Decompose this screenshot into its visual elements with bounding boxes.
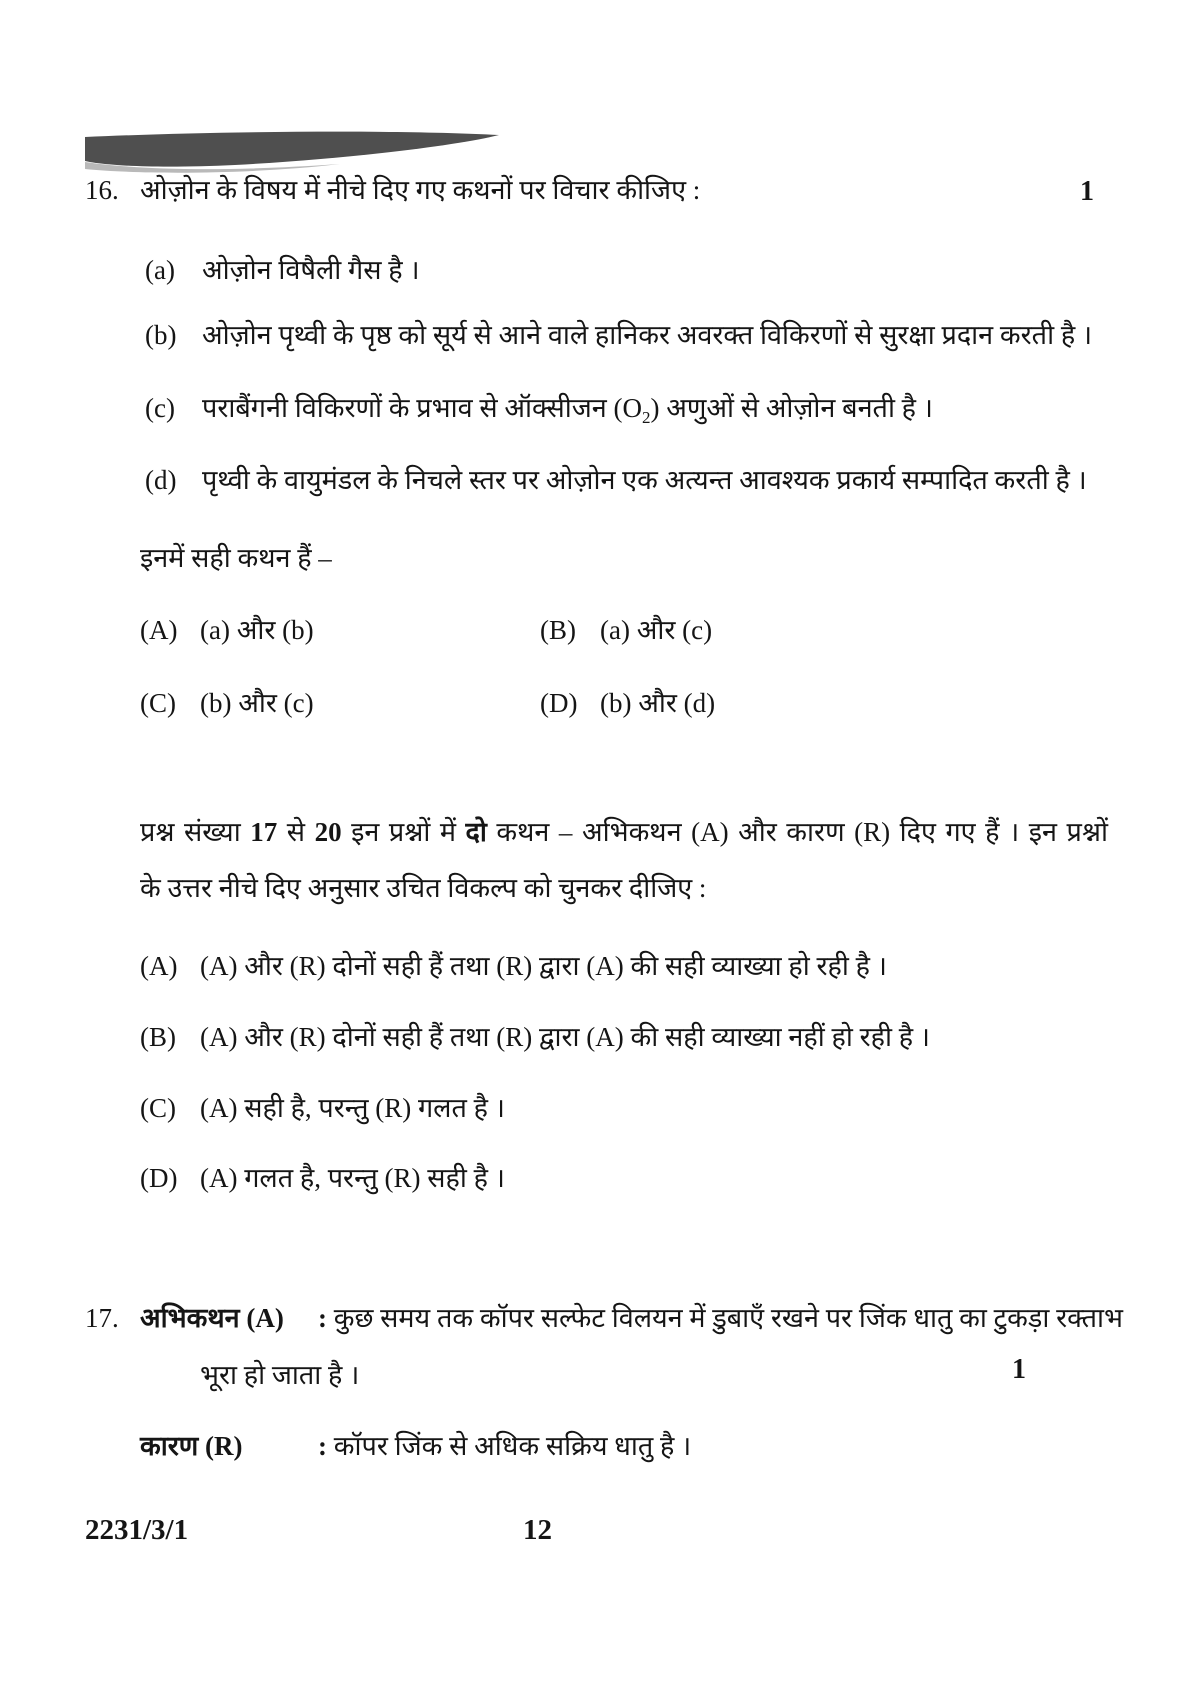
option-a-label: (A) [140, 615, 178, 645]
q17-reason-label: कारण (R) [140, 1431, 243, 1461]
instr-num1: 17 [250, 817, 278, 847]
option-c-text: (b) और (c) [200, 688, 314, 718]
ar-option-b-label: (B) [140, 1022, 176, 1052]
corner-swoosh-graphic [85, 128, 505, 174]
statement-c-label: (c) [145, 393, 175, 423]
q16-text: ओज़ोन के विषय में नीचे दिए गए कथनों पर विचार कीजिए : [140, 175, 701, 205]
q17-number: 17. [85, 1303, 119, 1333]
q17-reason-text: कॉपर जिंक से अधिक सक्रिय धातु है । [333, 1431, 692, 1461]
ar-option-b-text: (A) और (R) दोनों सही हैं तथा (R) द्वारा (A) की सही व्याख्या नहीं हो रही है । [200, 1022, 931, 1052]
ar-option-d-label: (D) [140, 1163, 178, 1193]
q16-statement-c [145, 388, 933, 428]
q16-header [85, 170, 700, 210]
ar-option-c [140, 1088, 505, 1128]
instr-part1: प्रश्न संख्या [140, 817, 251, 847]
q17-marks: 1 [1012, 1354, 1026, 1385]
statement-c-text-pre: पराबैंगनी विकिरणों के प्रभाव से ऑक्सीजन (O [202, 393, 643, 423]
option-b-label: (B) [540, 615, 576, 645]
q16-statement-d [145, 460, 1087, 500]
option-c-label: (C) [140, 688, 176, 718]
q17-reason-row [140, 1426, 691, 1466]
q17-assertion-colon: : [318, 1303, 327, 1333]
q16-option-b [540, 610, 712, 650]
q17-assertion-label: अभिकथन (A) [140, 1303, 284, 1333]
instr-part2: से [277, 817, 315, 847]
option-a-text: (a) और (b) [200, 615, 314, 645]
ar-option-d [140, 1158, 505, 1198]
q16-option-a [140, 610, 314, 650]
statement-a-label: (a) [145, 255, 175, 285]
q17-assertion-line1 [85, 1298, 1123, 1338]
ar-option-c-text: (A) सही है, परन्तु (R) गलत है । [200, 1093, 505, 1123]
option-d-text: (b) और (d) [600, 688, 716, 718]
statement-c-subscript: 2 [642, 408, 651, 427]
q16-statement-b [145, 315, 1092, 355]
statement-b-text: ओज़ोन पृथ्वी के पृष्ठ को सूर्य से आने वाले हानिकर अवरक्त विकिरणों से सुरक्षा प्रदान करती है । [202, 320, 1093, 350]
ar-instructions-line1 [140, 812, 1108, 852]
q16-number: 16. [85, 175, 119, 205]
option-d-label: (D) [540, 688, 578, 718]
ar-option-a-label: (A) [140, 951, 178, 981]
ar-option-d-text: (A) गलत है, परन्तु (R) सही है । [200, 1163, 505, 1193]
statement-d-label: (d) [145, 465, 177, 495]
q16-option-d [540, 683, 715, 723]
q17-assertion-text: कुछ समय तक कॉपर सल्फेट विलयन में डुबाएँ रखने पर जिंक धातु का टुकड़ा रक्ताभ [333, 1303, 1123, 1333]
q16-correct-prompt: इनमें सही कथन हैं – [140, 543, 332, 573]
q17-reason-colon: : [318, 1431, 327, 1461]
option-b-text: (a) और (c) [600, 615, 713, 645]
q16-statement-a [145, 250, 420, 290]
instr-bold-word: दो [465, 817, 487, 847]
statement-c-text-post: ) अणुओं से ओज़ोन बनती है । [650, 393, 934, 423]
instr-num2: 20 [314, 817, 342, 847]
instr-part4: कथन – अभिकथन (A) और कारण (R) दिए गए हैं । इन प्रश्नों [486, 817, 1108, 847]
statement-d-text: पृथ्वी के वायुमंडल के निचले स्तर पर ओज़ोन एक अत्यन्त आवश्यक प्रकार्य सम्पादित करती है । [202, 465, 1087, 495]
ar-option-b [140, 1017, 930, 1057]
ar-instructions-line2: के उत्तर नीचे दिए अनुसार उचित विकल्प को चुनकर दीजिए : [140, 873, 707, 903]
footer-page-number: 12 [523, 1514, 552, 1546]
q16-option-c [140, 683, 314, 723]
ar-option-a-text: (A) और (R) दोनों सही हैं तथा (R) द्वारा (A) की सही व्याख्या हो रही है । [200, 951, 887, 981]
instr-part3: इन प्रश्नों में [341, 817, 466, 847]
footer-paper-code: 2231/3/1 [85, 1514, 189, 1546]
ar-option-a [140, 946, 887, 986]
statement-a-text: ओज़ोन विषैली गैस है । [202, 255, 420, 285]
q17-assertion-line2: भूरा हो जाता है । [200, 1360, 360, 1390]
ar-option-c-label: (C) [140, 1093, 176, 1123]
statement-b-label: (b) [145, 320, 177, 350]
q16-marks: 1 [1080, 176, 1094, 207]
